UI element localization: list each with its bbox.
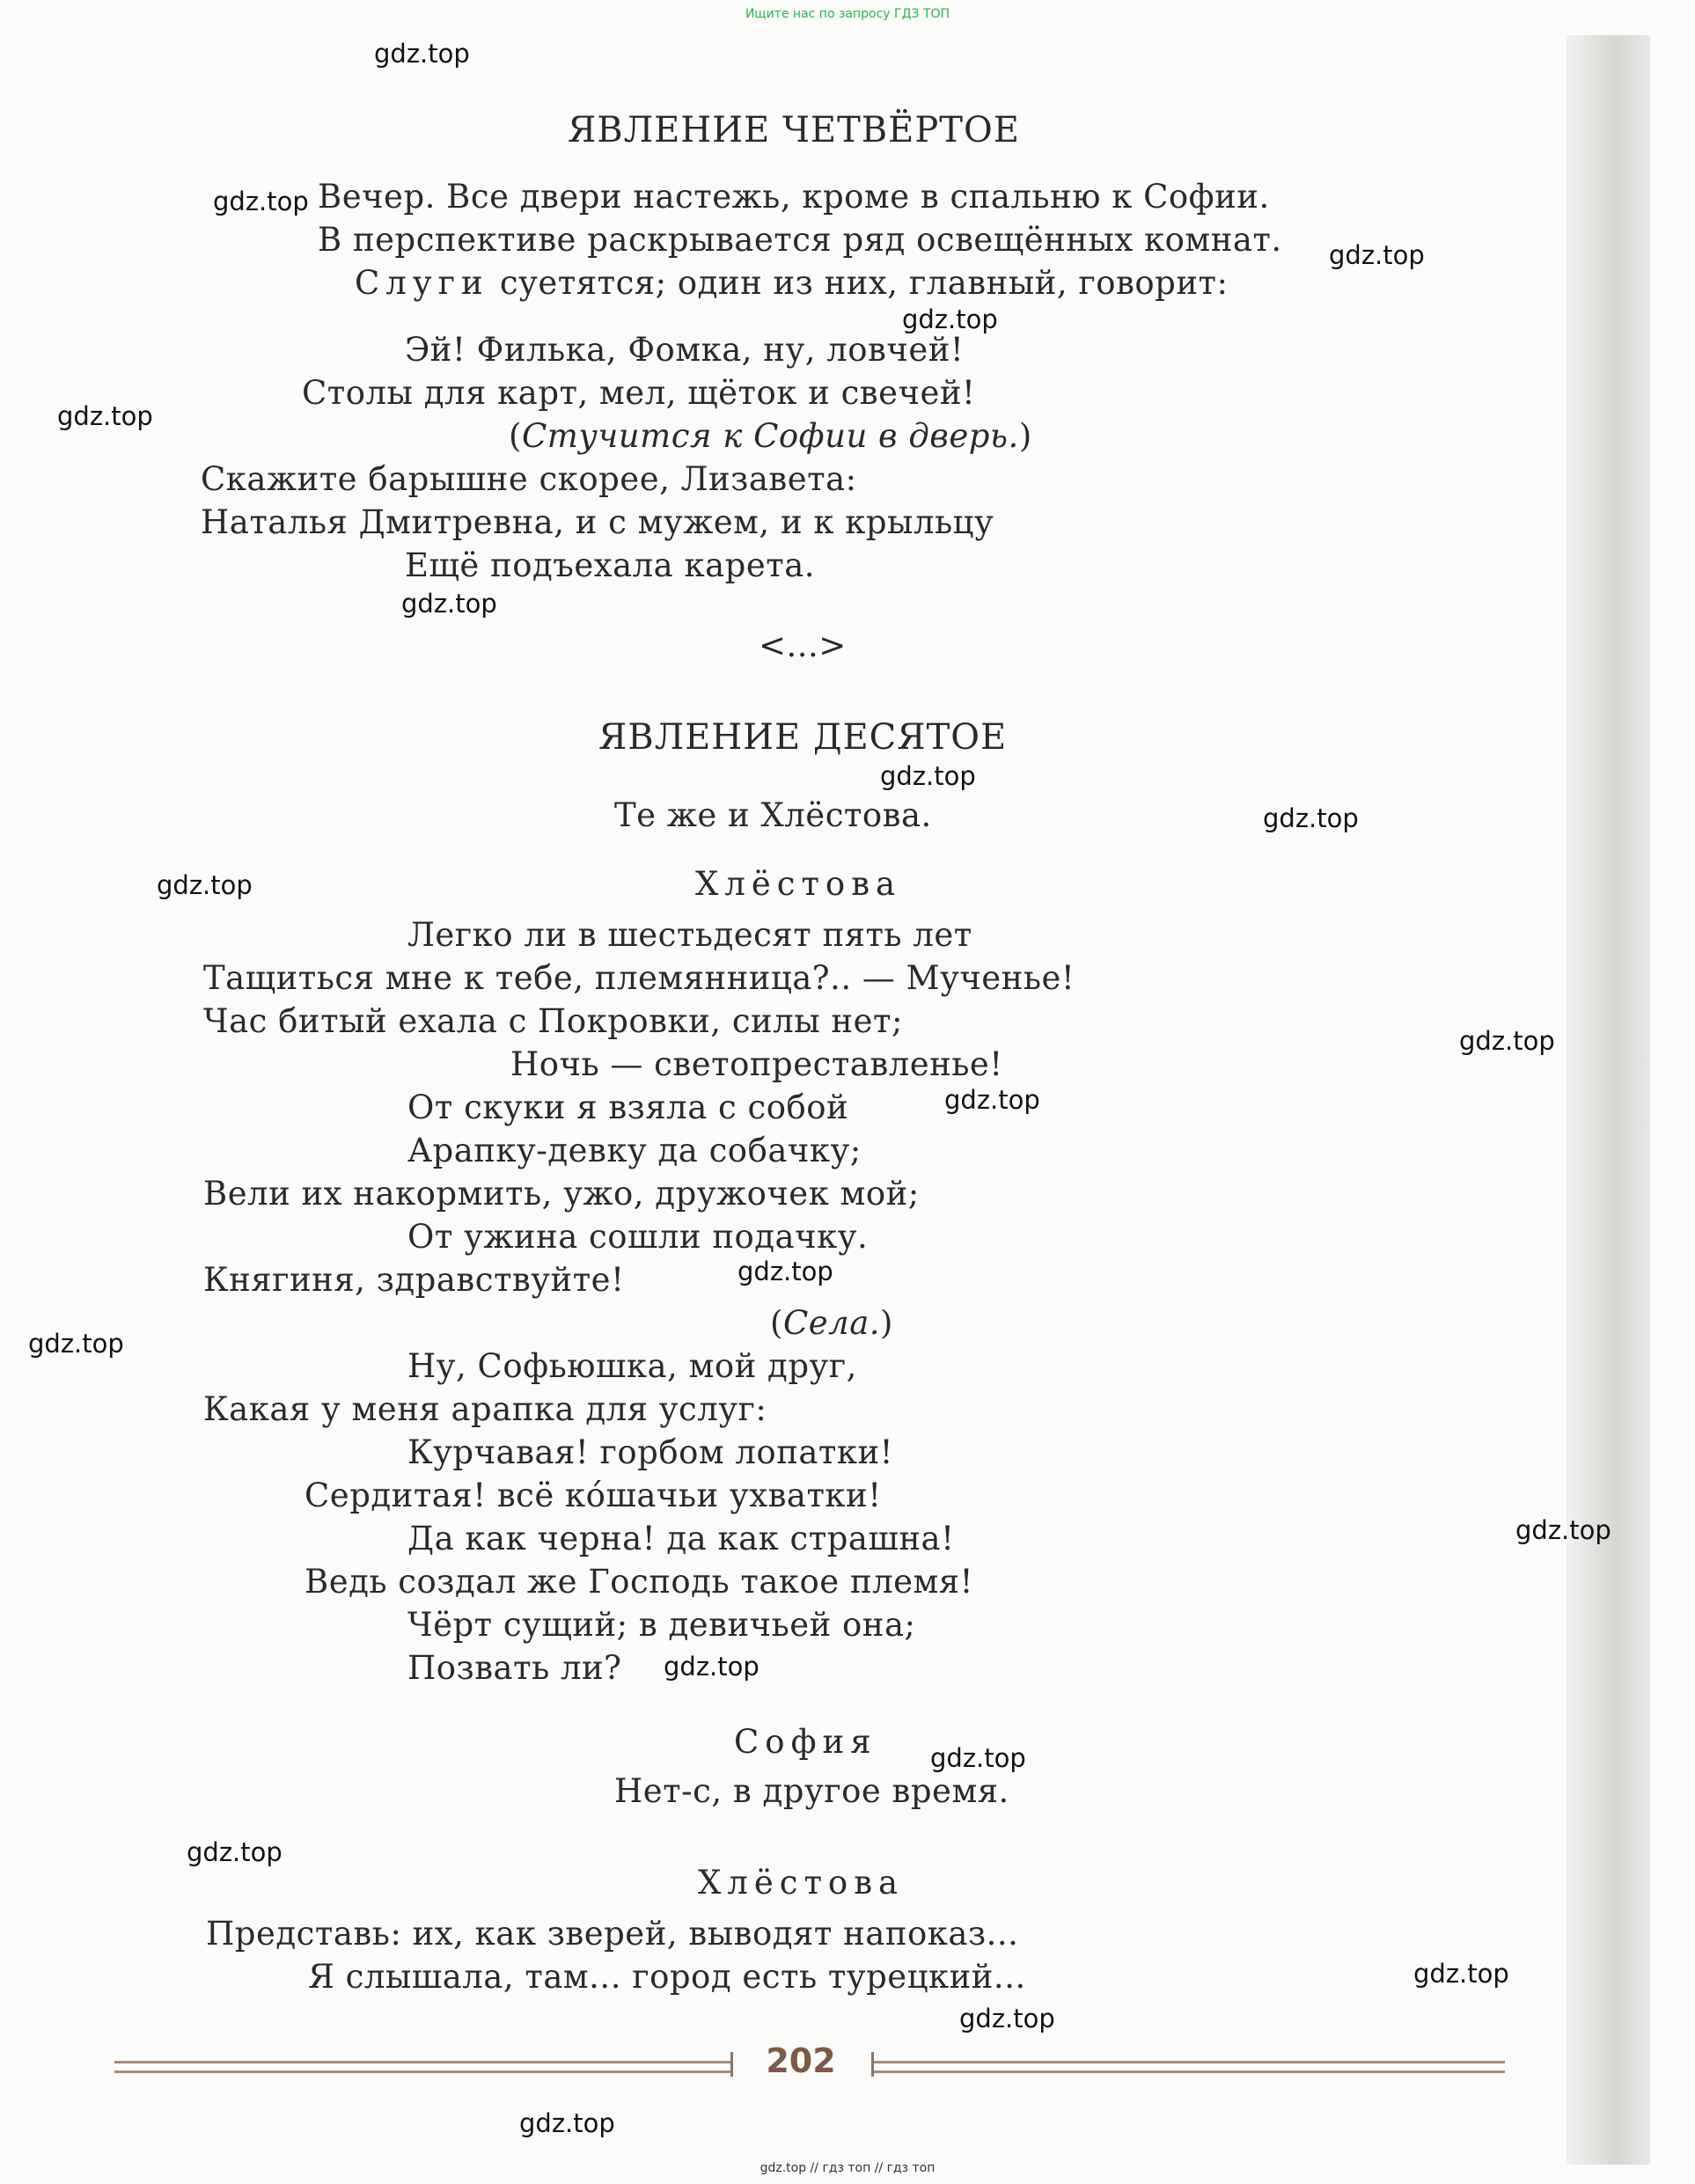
footer-rule-right (874, 2061, 1505, 2073)
page-gutter-shadow (1567, 35, 1650, 2165)
watermark[interactable]: gdz.top (1329, 240, 1425, 270)
verse-line: Чёрт сущий; в девичьей она; (407, 1606, 916, 1644)
speaker-name: София (734, 1723, 877, 1761)
verse-line: Столы для карт, мел, щёток и свечей! (302, 374, 976, 412)
watermark[interactable]: gdz.top (1263, 803, 1359, 833)
verse-line: Эй! Филька, Фомка, ну, ловчей! (405, 331, 965, 369)
watermark[interactable]: gdz.top (737, 1257, 833, 1286)
watermark[interactable]: gdz.top (1515, 1515, 1611, 1545)
verse-line: Княгиня, здравствуйте! (203, 1261, 625, 1299)
watermark[interactable]: gdz.top (213, 187, 309, 216)
verse-line: Сердитая! всё ко́шачьи ухватки! (305, 1477, 882, 1514)
omission-mark: <...> (759, 627, 847, 664)
watermark[interactable]: gdz.top (28, 1329, 124, 1359)
top-search-hint[interactable]: Ищите нас по запросу ГДЗ ТОП (745, 7, 950, 21)
watermark[interactable]: gdz.top (880, 761, 976, 791)
verse-line: От скуки я взяла с собой (407, 1088, 849, 1126)
cast-line: Те же и Хлёстова. (614, 796, 932, 834)
verse-line: Легко ли в шестьдесят пять лет (407, 916, 972, 954)
verse-line: Позвать ли? (407, 1649, 622, 1687)
bottom-links[interactable]: gdz.top // гдз топ // гдз топ (759, 2161, 936, 2175)
stage-direction: Вечер. Все двери настежь, кроме в спальню к Софии. (318, 178, 1270, 216)
verse-line: Скажите барышне скорее, Лизавета: (201, 460, 857, 498)
verse-line: Какая у меня арапка для услуг: (203, 1390, 767, 1428)
direction-italic: Села. (782, 1304, 881, 1342)
page-number: 202 (766, 2041, 836, 2080)
verse-line: Ведь создал же Господь такое племя! (305, 1563, 974, 1601)
verse-line: Час битый ехала с Покровки, силы нет; (203, 1002, 903, 1040)
footer-rule-cap (730, 2052, 733, 2077)
watermark[interactable]: gdz.top (401, 589, 497, 619)
stage-direction: (Села.) (770, 1304, 893, 1342)
watermark[interactable]: gdz.top (664, 1652, 759, 1682)
speaker-name: Хлёстова (698, 1864, 905, 1902)
watermark[interactable]: gdz.top (1413, 1959, 1509, 1989)
verse-line: Да как черна! да как страшна! (407, 1520, 955, 1557)
speaker-name: Хлёстова (695, 865, 902, 903)
servants-spaced: Слуги (355, 264, 489, 302)
verse-line: Тащиться мне к тебе, племянница?.. — Мученье! (203, 959, 1075, 997)
scene-10-heading: ЯВЛЕНИЕ ДЕСЯТОЕ (598, 717, 1008, 758)
stage-direction (355, 264, 1228, 303)
scene-4-heading: ЯВЛЕНИЕ ЧЕТВЁРТОЕ (568, 110, 1020, 150)
watermark[interactable]: gdz.top (374, 39, 470, 69)
verse-line: Ну, Софьюшка, мой друг, (407, 1347, 857, 1385)
watermark[interactable]: gdz.top (944, 1085, 1040, 1115)
verse-line: Вели их накормить, ужо, дружочек мой; (203, 1175, 920, 1213)
verse-line: Представь: их, как зверей, выводят напоказ... (206, 1915, 1019, 1953)
direction-italic: Стучится к Софии в дверь. (521, 417, 1019, 455)
footer-rule-left (114, 2061, 730, 2073)
verse-line: Я слышала, там... город есть турецкий... (308, 1958, 1026, 1996)
verse-line: Ещё подъехала карета. (405, 546, 816, 584)
watermark[interactable]: gdz.top (187, 1837, 282, 1867)
verse-line: Курчавая! горбом лопатки! (407, 1433, 894, 1471)
stage-direction: (Стучится к Софии в дверь.) (509, 417, 1032, 455)
watermark[interactable]: gdz.top (519, 2108, 615, 2138)
verse-line: Ночь — светопреставленье! (510, 1045, 1003, 1083)
verse-line: Нет-с, в другое время. (614, 1772, 1009, 1810)
verse-line: Арапку-девку да собачку; (407, 1132, 862, 1169)
watermark[interactable]: gdz.top (902, 304, 998, 334)
verse-line: От ужина сошли подачку. (407, 1218, 869, 1256)
verse-line: Наталья Дмитревна, и с мужем, и к крыльцу (201, 503, 994, 541)
watermark[interactable]: gdz.top (57, 401, 153, 431)
watermark[interactable]: gdz.top (1459, 1026, 1555, 1056)
watermark[interactable]: gdz.top (157, 870, 253, 900)
watermark[interactable]: gdz.top (930, 1743, 1026, 1773)
stage-direction-rest: суетятся; один из них, главный, говорит: (488, 264, 1229, 302)
stage-direction: В перспективе раскрывается ряд освещённых комнат. (318, 221, 1282, 259)
watermark[interactable]: gdz.top (959, 2004, 1055, 2034)
